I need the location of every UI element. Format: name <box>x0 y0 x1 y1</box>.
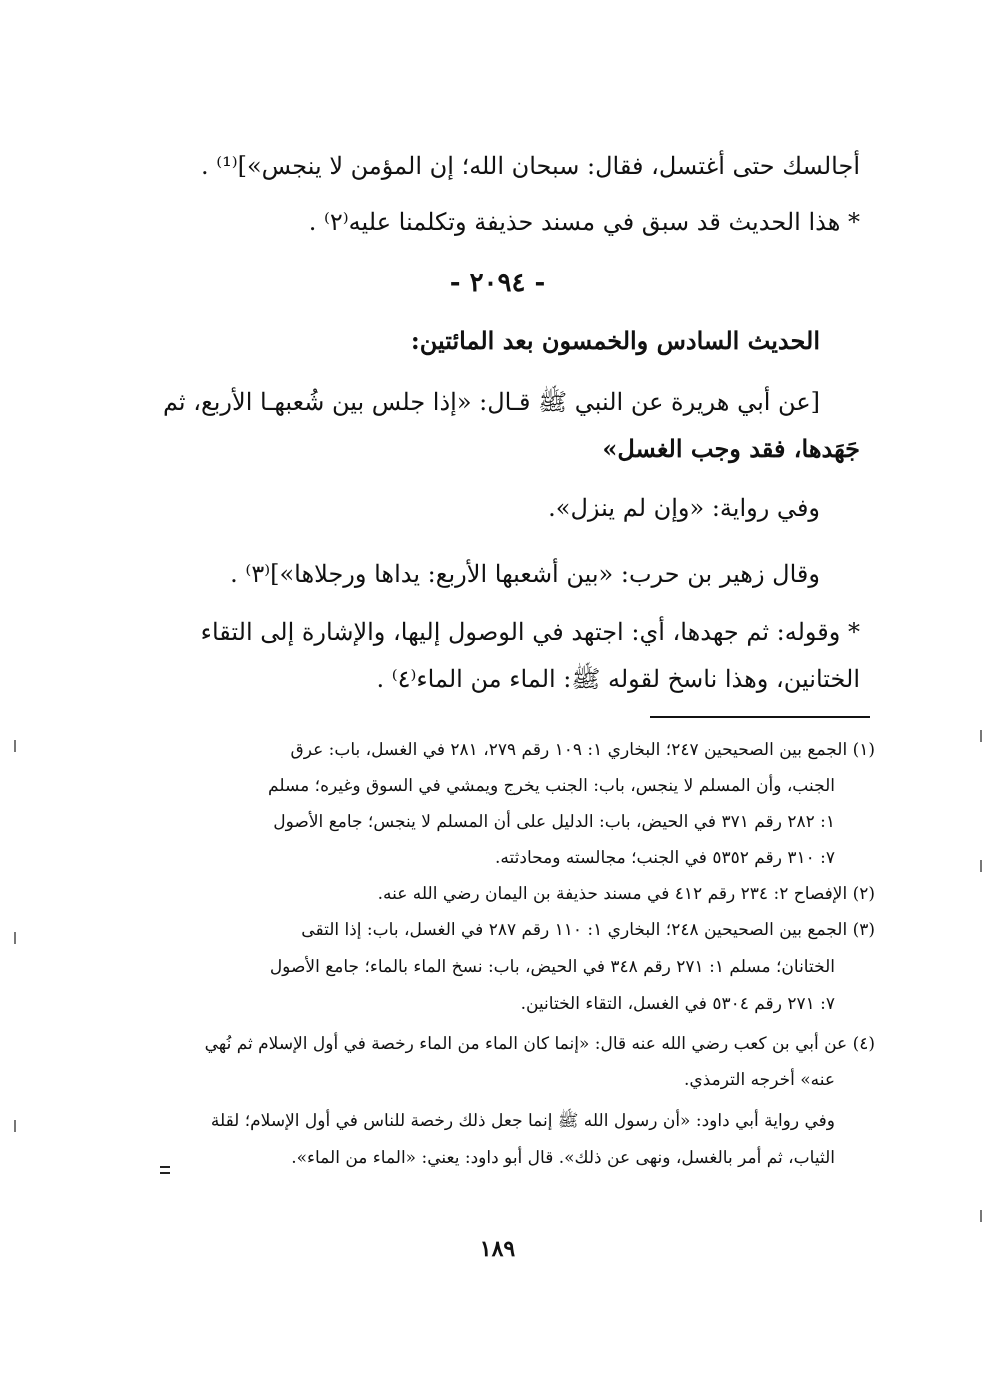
footnote-1-line-1: (١) الجمع بين الصحيحين ٢٤٧؛ البخاري ١: ١٠٩ رقم ٢٧٩، ٢٨١ في الغسل، باب: عرق <box>290 740 875 760</box>
commentary-line-1: * وقوله: ثم جهدها، أي: اجتهد في الوصول إليها، والإشارة إلى التقاء <box>200 618 860 646</box>
footnote-2-line-1: (٢) الإفصاح ٢: ٢٣٤ رقم ٤١٢ في مسند حذيفة بن اليمان رضي الله عنه. <box>377 884 875 904</box>
scan-edge-mark <box>980 1210 982 1222</box>
footnote-3-line-2: الختانان؛ مسلم ١: ٢٧١ رقم ٣٤٨ في الحيض، باب: نسخ الماء بالماء؛ جامع الأصول <box>269 957 835 977</box>
hadith-number: - ٢٠٩٤ - <box>449 268 546 298</box>
scan-edge-mark <box>14 740 16 752</box>
footnote-1-line-4: ٧: ٣١٠ رقم ٥٣٥٢ في الجنب؛ مجالسته ومحادثته. <box>495 848 835 868</box>
footnote-4-line-4: الثياب، ثم أمر بالغسل، ونهى عن ذلك». قال أبو داود: يعني: «الماء من الماء». <box>291 1148 835 1168</box>
footnote-3-line-1: (٣) الجمع بين الصحيحين ٢٤٨؛ البخاري ١: ١١٠ رقم ٢٨٧ في الغسل، باب: إذا التقى <box>301 920 875 940</box>
margin-mark <box>160 1166 170 1174</box>
footnote-4-line-3: وفي رواية أبي داود: «أن رسول الله ﷺ إنما جعل ذلك رخصة للناس في أول الإسلام؛ لقلة <box>210 1111 835 1131</box>
hadith-text-line-3: وفي رواية: «وإن لم ينزل». <box>548 494 820 522</box>
scan-edge-mark <box>980 860 982 872</box>
scan-edge-mark <box>14 1120 16 1132</box>
scan-edge-mark <box>980 730 982 742</box>
body-line-1: أجالسك حتى أغتسل، فقال: سبحان الله؛ إن المؤمن لا ينجس»]⁽¹⁾ . <box>200 152 860 180</box>
footnote-separator <box>650 716 870 718</box>
footnote-4-line-1: (٤) عن أبي بن كعب رضي الله عنه قال: «إنما كان الماء من الماء رخصة في أول الإسلام ثم نُهي <box>204 1034 875 1054</box>
hadith-text-line-1: [عن أبي هريرة عن النبي ﷺ قـال: «إذا جلس بين شُعبهـا الأربع، ثم <box>162 388 820 416</box>
footnote-1-line-3: ١: ٢٨٢ رقم ٣٧١ في الحيض، باب: الدليل على أن المسلم لا ينجس؛ جامع الأصول <box>273 812 835 832</box>
footnote-3-line-3: ٧: ٢٧١ رقم ٥٣٠٤ في الغسل، التقاء الختانين. <box>520 994 835 1014</box>
footnote-1-line-2: الجنب، وأن المسلم لا ينجس، باب: الجنب يخرج ويمشي في السوق وغيره؛ مسلم <box>268 776 835 796</box>
body-line-2: * هذا الحديث قد سبق في مسند حذيفة وتكلمنا عليه⁽٢⁾ . <box>308 208 860 236</box>
hadith-text-line-4: وقال زهير بن حرب: «بين أشعبها الأربع: يداها ورجلاها»]⁽٣⁾ . <box>230 560 820 588</box>
page-number: ١٨٩ <box>479 1236 516 1262</box>
section-heading: الحديث السادس والخمسون بعد المائتين: <box>410 326 820 355</box>
scan-edge-mark <box>14 932 16 944</box>
footnote-4-line-2: عنه» أخرجه الترمذي. <box>684 1070 835 1090</box>
hadith-text-line-2: جَهَدها، فقد وجب الغسل» <box>602 434 860 463</box>
commentary-line-2: الختانين، وهذا ناسخ لقوله ﷺ: الماء من الماء⁽٤⁾ . <box>376 665 860 693</box>
